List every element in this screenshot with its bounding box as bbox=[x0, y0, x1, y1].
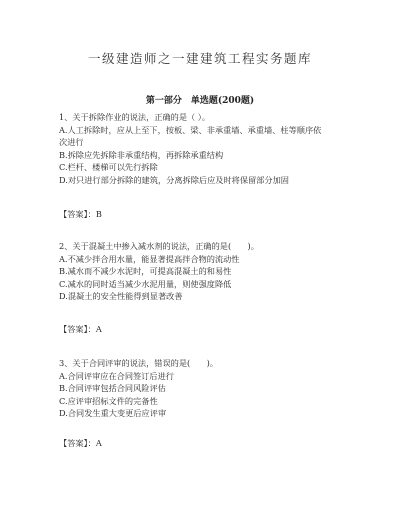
question-1 bbox=[59, 111, 359, 186]
option-d: D.混凝土的安全性能得到显著改善 bbox=[59, 291, 183, 301]
answer-2: 【答案】：A bbox=[59, 324, 102, 334]
section-title: 第一部分 单选题(200题) bbox=[145, 96, 255, 106]
option-d: D.对只进行部分拆除的建筑，分离拆除后应及时将保留部分加固 bbox=[59, 174, 289, 185]
option-c: C.应评审招标文件的完备性 bbox=[59, 395, 158, 406]
option-a: A.不减少拌合用水量，能显著提高拌合物的流动性 bbox=[59, 253, 240, 264]
option-a: A.合同评审应在合同签订后进行 bbox=[59, 370, 174, 381]
answer-3: 【答案】：A bbox=[59, 438, 102, 448]
option-c: C.减水的同时适当减少水泥用量，则使强度降低 bbox=[59, 278, 232, 289]
question-stem: 1、关于拆除作业的说法，正确的是（ ）。 bbox=[59, 112, 211, 122]
option-a: A.人工拆除时，应从上至下，按板、梁、非承重墙、承重墙、柱等顺序依次进行 bbox=[59, 124, 322, 147]
option-d: D.合同发生重大变更后应评审 bbox=[59, 408, 167, 418]
question-stem: 3、关于合同评审的说法，错误的是( )。 bbox=[59, 358, 218, 368]
option-b: B.合同评审包括合同风险评估 bbox=[59, 383, 166, 393]
answer-1: 【答案】：B bbox=[59, 209, 102, 219]
option-c: C.栏杆、楼梯可以先行拆除 bbox=[59, 162, 158, 172]
question-2 bbox=[59, 240, 359, 303]
document-title: 一级建造师之一建建筑工程实务题库 bbox=[87, 51, 312, 66]
question-stem: 2、关于混凝土中掺入减水剂的说法，正确的是( )。 bbox=[59, 241, 259, 251]
option-b: B.拆除应先拆除非承重结构，再拆除承重结构 bbox=[59, 149, 224, 160]
question-3 bbox=[59, 357, 359, 420]
option-b: B.减水而不减少水泥时，可提高混凝土的和易性 bbox=[59, 266, 232, 276]
